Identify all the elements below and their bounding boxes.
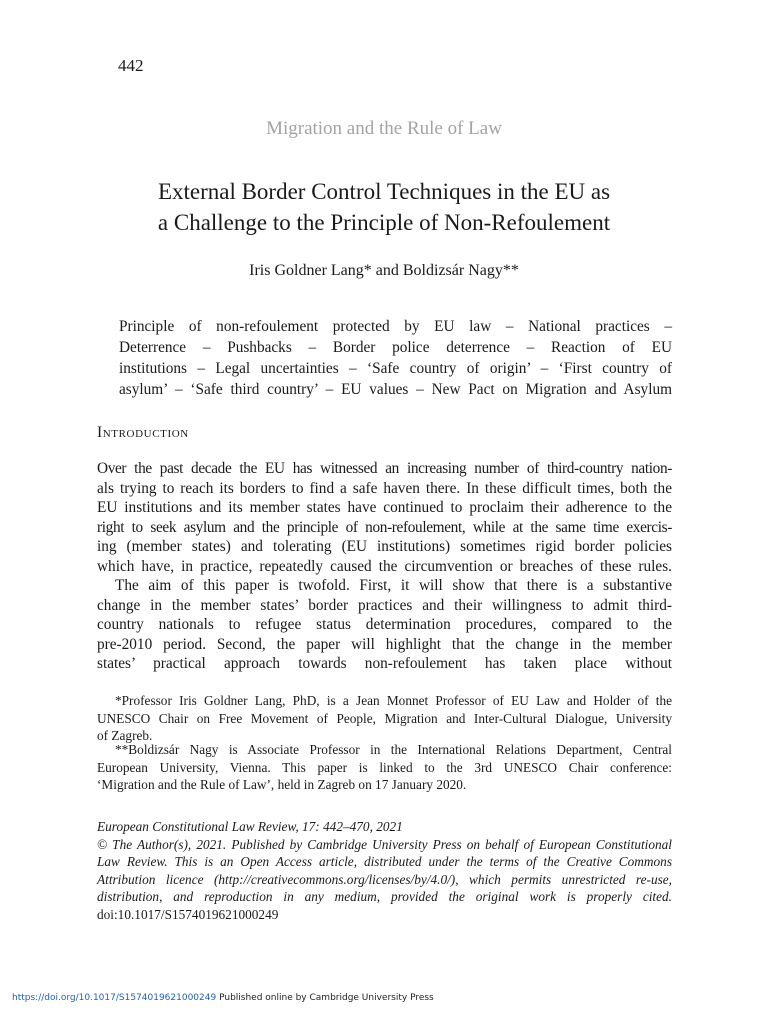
- license-line: Attribution licence (http://creativecommons.org/licenses/by/4.0/), which permits unrestricted re-use,: [97, 871, 672, 887]
- section-heading-introduction: Introduction: [97, 424, 189, 441]
- body-line: ing (member states) and tolerating (EU institutions) sometimes rigid border policies: [97, 538, 672, 556]
- body-paragraph-1: [97, 459, 672, 577]
- body-line: right to seek asylum and the principle of non-refoulement, while at the same time exercis-: [97, 518, 672, 536]
- footnote-1: [97, 692, 672, 745]
- body-line: states’ practical approach towards non-refoulement has taken place without: [97, 655, 672, 673]
- page-footer: [12, 993, 434, 1003]
- body-line: EU institutions and its member states have continued to proclaim their adherence to the: [97, 499, 672, 517]
- body-line: which have, in practice, repeatedly caused the circumvention or breaches of these rules.: [97, 557, 672, 575]
- license-line: distribution, and reproduction in any medium, provided the original work is properly cited.: [97, 889, 672, 905]
- copyright-line: © The Author(s), 2021. Published by Cambridge University Press on behalf of European Constitutional: [97, 836, 672, 852]
- keywords-line: Principle of non-refoulement protected by EU law – National practices –: [119, 318, 672, 335]
- authors: Iris Goldner Lang* and Boldizsár Nagy**: [249, 262, 519, 279]
- article-title: [60, 176, 708, 238]
- title-line: a Challenge to the Principle of Non-Refoulement: [157, 210, 611, 235]
- footnote-line: ‘Migration and the Rule of Law’, held in Zagreb on 17 January 2020.: [97, 777, 467, 793]
- keywords-line: asylum’ – ‘Safe third country’ – EU values – New Pact on Migration and Asylum: [119, 381, 672, 398]
- footnote-line: *Professor Iris Goldner Lang, PhD, is a Jean Monnet Professor of EU Law and Holder of the: [115, 693, 672, 708]
- doi: doi:10.1017/S1574019621000249: [97, 906, 279, 922]
- publication-info: [97, 818, 672, 924]
- journal-citation: European Constitutional Law Review, 17: 442–470, 2021: [97, 819, 403, 834]
- body-paragraph-2: [97, 576, 672, 674]
- footnote-line: UNESCO Chair on Free Movement of People, Migration and Inter-Cultural Dialogue, University: [97, 710, 672, 726]
- page-number: 442: [118, 56, 144, 75]
- footnote-line: of Zagreb.: [97, 728, 153, 744]
- body-line: change in the member states’ border practices and their willingness to admit third-: [97, 596, 672, 614]
- keywords-line: Deterrence – Pushbacks – Border police deterrence – Reaction of EU: [119, 339, 672, 356]
- body-line: pre-2010 period. Second, the paper will highlight that the change in the member: [97, 635, 672, 653]
- footnote-line: European University, Vienna. This paper is linked to the 3rd UNESCO Chair conference:: [97, 759, 672, 775]
- title-line: External Border Control Techniques in the EU as: [157, 179, 611, 204]
- body-line: Over the past decade the EU has witnessed an increasing number of third-country nation-: [97, 460, 672, 477]
- published-online-text: Published online by Cambridge University Press: [219, 993, 434, 1003]
- license-line: Law Review. This is an Open Access article, distributed under the terms of the Creative Commons: [97, 854, 672, 870]
- keywords: [119, 316, 672, 400]
- keywords-line: institutions – Legal uncertainties – ‘Safe country of origin’ – ‘First country of: [119, 360, 672, 377]
- running-head: Migration and the Rule of Law: [266, 118, 502, 139]
- footnote-2: [97, 741, 672, 794]
- body-line: als trying to reach its borders to find a safe haven there. In these difficult times, both the: [97, 479, 672, 497]
- footnote-line: **Boldizsár Nagy is Associate Professor in the International Relations Department, Central: [115, 742, 672, 757]
- doi-link[interactable]: https://doi.org/10.1017/S1574019621000249: [12, 993, 217, 1003]
- body-line: country nationals to refugee status determination procedures, compared to the: [97, 616, 672, 634]
- body-line: The aim of this paper is twofold. First, it will show that there is a substantive: [115, 577, 672, 594]
